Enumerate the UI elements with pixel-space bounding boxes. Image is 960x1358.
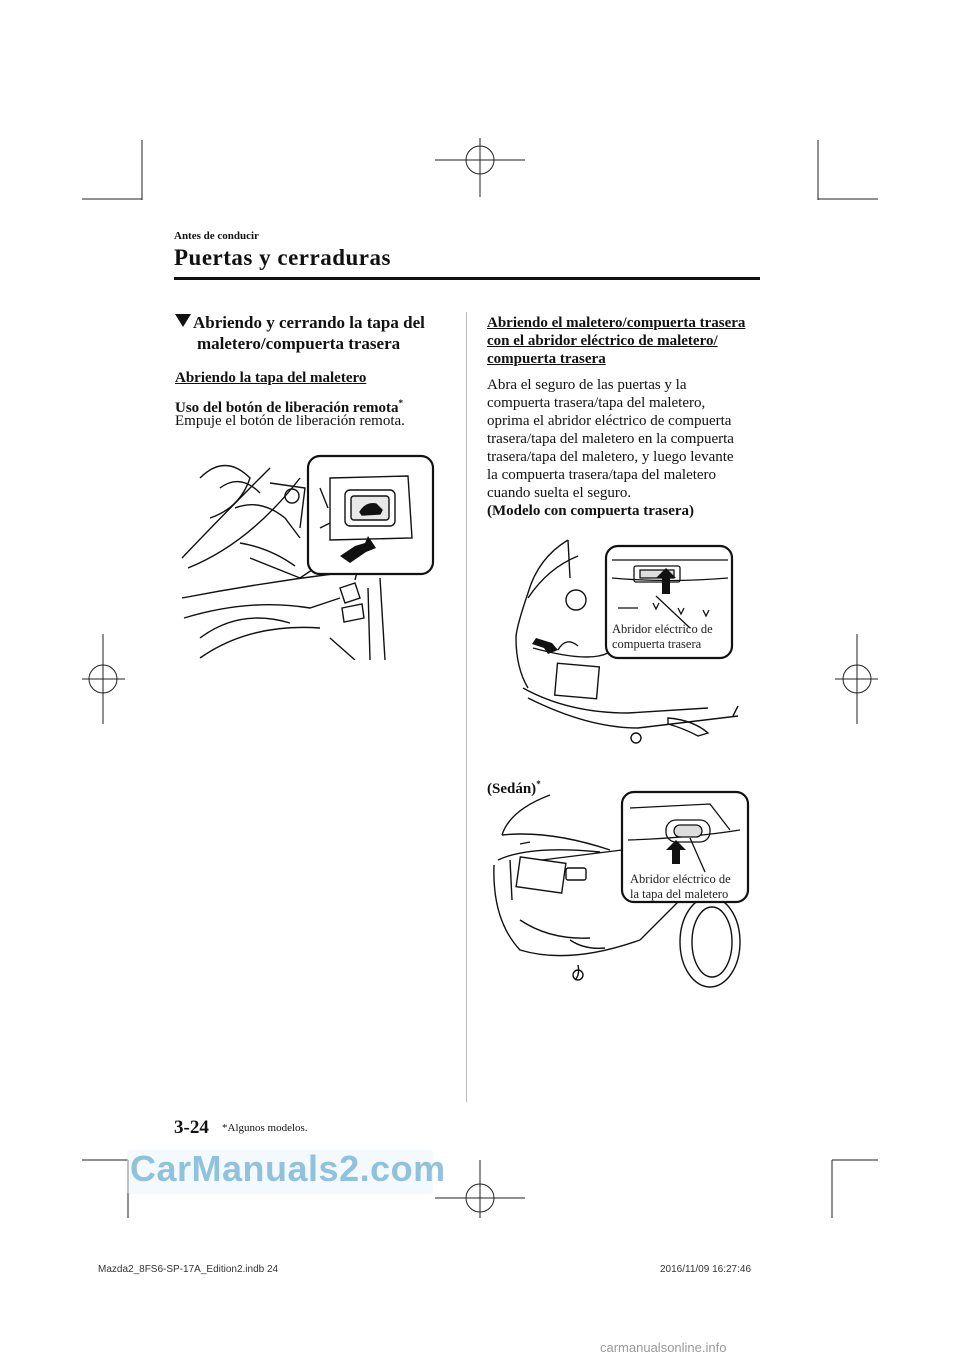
- callout-sedan-line-1: Abridor eléctrico de: [630, 872, 731, 886]
- callout-hatch-line-1: Abridor eléctrico de: [612, 622, 713, 636]
- footnote: *Algunos modelos.: [222, 1122, 308, 1134]
- print-file-info: Mazda2_8FS6-SP-17A_Edition2.indb 24: [98, 1264, 279, 1275]
- callout-hatch: [612, 622, 713, 652]
- column-divider: [466, 312, 467, 1102]
- right-heading: [487, 314, 745, 368]
- body-line: oprima el abridor eléctrico de compuerta: [487, 413, 732, 429]
- page-title: Puertas y cerraduras: [174, 245, 391, 270]
- model-hatchback-label: (Modelo con compuerta trasera): [487, 503, 695, 519]
- item-title-text: Uso del botón de liberación remota: [175, 400, 399, 416]
- carmanuals-logo: CarManuals2.com: [130, 1148, 446, 1189]
- right-body: [487, 376, 734, 520]
- section-heading: [175, 312, 425, 354]
- right-heading-line-2: con el abridor eléctrico de maletero/: [487, 333, 718, 349]
- chapter-label: Antes de conducir: [174, 230, 259, 242]
- section-heading-line-1: Abriendo y cerrando la tapa del: [193, 313, 425, 332]
- item-text: Empuje el botón de liberación remota.: [175, 413, 405, 429]
- body-line: la compuerta trasera/tapa del maletero: [487, 467, 717, 483]
- remote-release-illustration: [180, 448, 438, 660]
- section-heading-line-2: maletero/compuerta trasera: [197, 334, 401, 353]
- subheading: Abriendo la tapa del maletero: [175, 370, 367, 386]
- triangle-bullet-icon: [175, 314, 191, 327]
- body-line: cuando suelta el seguro.: [487, 485, 632, 501]
- right-heading-line-3: compuerta trasera: [487, 351, 606, 367]
- body-line: trasera/tapa del maletero en la compuerta: [487, 431, 734, 447]
- page-number: 3-24: [174, 1117, 209, 1138]
- callout-hatch-line-2: compuerta trasera: [612, 637, 702, 651]
- print-timestamp: 2016/11/09 16:27:46: [660, 1264, 752, 1275]
- callout-sedan: [630, 872, 731, 902]
- callout-sedan-line-2: la tapa del maletero: [630, 887, 729, 901]
- watermark-link[interactable]: carmanualsonline.info: [600, 1340, 727, 1355]
- body-line: compuerta trasera/tapa del maletero,: [487, 395, 706, 411]
- body-line: Abra el seguro de las puertas y la: [487, 377, 687, 393]
- optional-asterisk: *: [536, 779, 541, 789]
- header-rule: [174, 277, 760, 280]
- model-sedan-text: (Sedán): [487, 781, 537, 797]
- body-line: trasera/tapa del maletero, y luego levante: [487, 449, 734, 465]
- right-heading-line-1: Abriendo el maletero/compuerta trasera: [487, 315, 746, 331]
- optional-asterisk: *: [398, 398, 403, 408]
